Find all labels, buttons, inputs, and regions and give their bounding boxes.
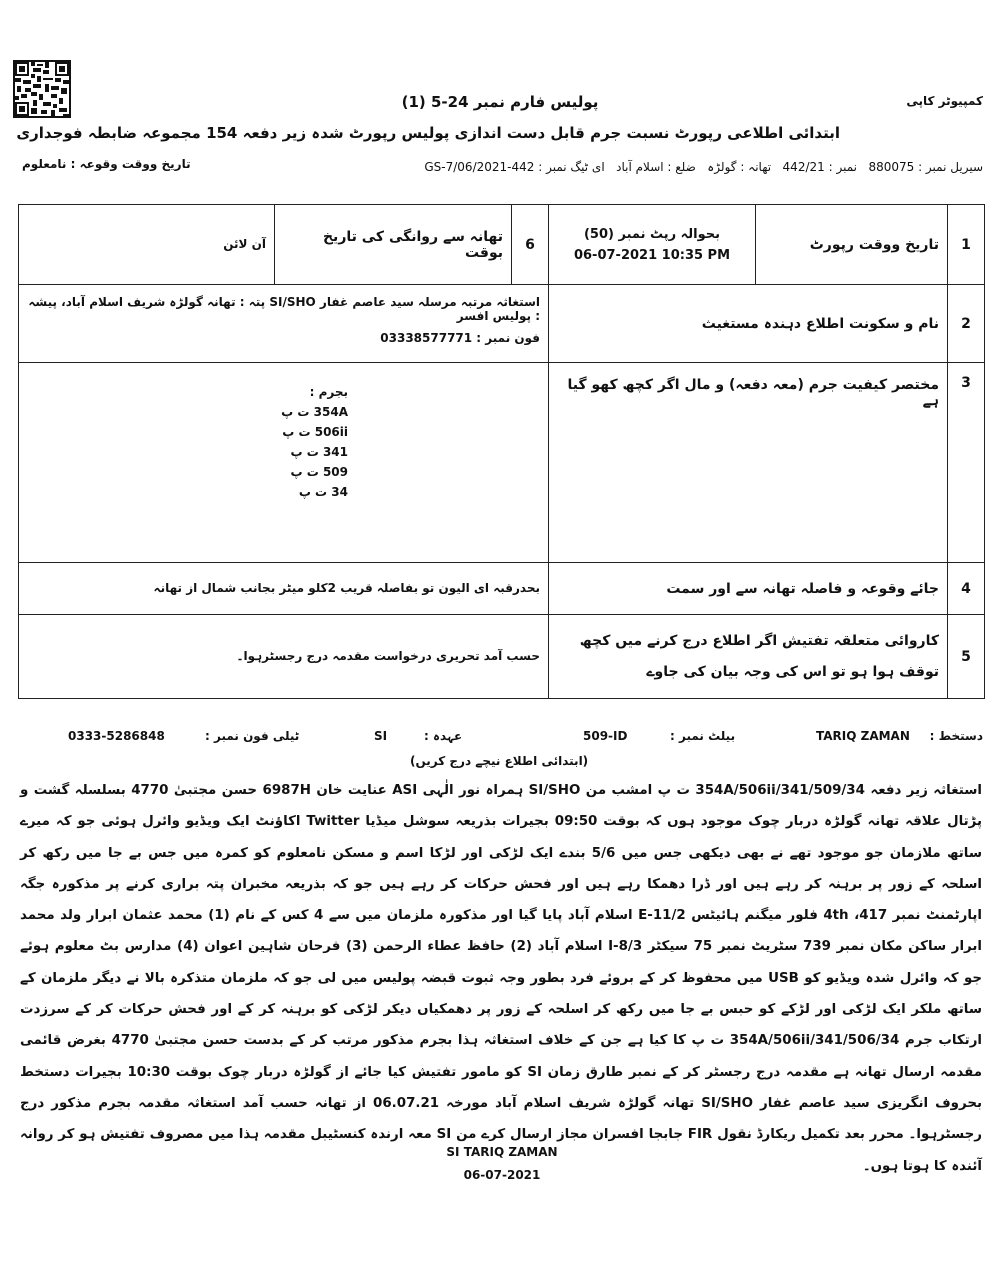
location-cell xyxy=(19,563,549,615)
crimes-title: بجرم : xyxy=(309,385,348,399)
phone-value: 0333-5286848 xyxy=(68,729,165,743)
fir-table xyxy=(18,204,985,699)
narrative-text: استغاثہ زیر دفعہ 354A/506ii/341/509/34 ت پ امشب من SI/SHO ہمراہ نور الٰہی ASI عنایت خان 6987H حسن مجتبیٰ 4770 بسلسلہ گشت و پڑتال علاقہ تھانہ گولڑہ دربار چوک موجود ہوں کہ بوقت 09:50 بجیرات بذریعہ سوشل میڈیا Twitter اکاؤنٹ ایک ویڈیو وائرل ہوئی جو کہ میرے ساتھ ملازمان جو موجود تھے نے بھی دیکھی جس میں 5/6 بندے ایک لڑکی اور لڑکا اسم و مسکن نامعلوم کو کمرہ میں جس بے جا میں رکھ کر اسلحہ کے زور پر برہنہ کر رہے ہیں اور ڈرا دھمکا رہے ہیں اور فحش حرکات کر رہے ہیں جو کہ بذریعہ مخبران پتہ براری کرنے پر مذکورہ جگہ اپارٹمنٹ نمبر 417، 4th فلور میگنم ہائیٹس E-11/2 اسلام آباد پایا گیا اور مذکورہ ملزمان میں سے 4 کس کے نام (1) محمد عثمان ابرار ولد محمد ابرار ساکن مکان نمبر 739 سٹریٹ نمبر 75 سیکٹر I-8/3 اسلام آباد (2) حافظ عطاء الرحمن (3) فرحان شاہین اعوان (4) مدارس بٹ معلوم ہوئے جو کہ وائرل شدہ ویڈیو کو USB میں محفوظ کر کے بروئے فرد بطور وجہ ثبوت قبضہ پولیس میں لی جو کہ ملزمان متذکرہ بالا نے دیگر ملزمان کے ساتھ ملکر ایک لڑکی اور لڑکے کو حبس بے جا میں رکھ کر اسلحہ کے زور پر دھمکیاں دیکر لڑکی کو برہنہ کر کے اور فحش حرکات کر کے سرزدت ارتکاب جرم 354A/506ii/341/506/34 ت پ کا کیا ہے جن کے خلاف استغاثہ ہذا بجرم مذکور مرتب کر کے بدست حسن مجتبیٰ 4770 بغرض قائمی مقدمہ ارسال تھانہ ہے مقدمہ درج رجسٹر کر کے نمبر طارق زمان SI کو مامور تفتیش کیا جائے از گولڑہ دربار چوک بوقت 10:30 بجیرات دستخط بحروف انگریزی سید عاصم غفار SI/SHO تھانہ گولڑہ شریف اسلام آباد مورخہ 06.07.21 از تھانہ حسب آمد استغاثہ مقدمہ بجرم مذکور درج رجسٹرہوا۔ محرر بعد تکمیل ریکارڈ نقول FIR جابجا افسران مجاز ارسال کرے من SI معہ ارندہ کنسٹیبل مقدمہ ہذا میں مصروف تفتیش ہو کر روانہ آئندہ کا ہوتا ہوں۔ xyxy=(20,783,983,1174)
crime-item: 509 ت پ xyxy=(290,465,348,479)
report-datetime: 06-07-2021 10:35 PM xyxy=(573,247,731,263)
etag-value: GS-7/06/2021-442 xyxy=(424,160,535,174)
location-label: جائے وقوعہ و فاصلہ تھانہ سے اور سمت xyxy=(666,580,939,597)
computer-copy-label: کمپیوٹر کاپی xyxy=(906,94,983,108)
thana-label: تھانہ : xyxy=(740,160,772,174)
serial-number: 880075 xyxy=(868,160,915,174)
complainant-phone: فون نمبر : 03338577771 xyxy=(380,331,540,345)
complainant-details: استغاثہ مرتبہ مرسلہ سید عاصم غفار SI/SHO پتہ : تھانہ گولڑہ شریف اسلام آباد، پیشہ : پولیس افسر xyxy=(28,295,540,323)
table-row xyxy=(19,563,985,615)
table-row xyxy=(19,205,985,285)
qr-code xyxy=(13,60,71,118)
crime-summary-label: مختصر کیفیت جرم (معہ دفعہ) و مال اگر کچھ کھو گیا ہے xyxy=(567,377,939,409)
row-label xyxy=(549,563,948,615)
row-label xyxy=(756,205,948,285)
row-number: 4 xyxy=(948,563,985,615)
row-label xyxy=(549,615,948,699)
complainant-label: نام و سکونت اطلاع دہندہ مستغیث xyxy=(701,315,939,332)
departure-label-cell xyxy=(275,205,512,285)
investigation-cell xyxy=(19,615,549,699)
belt-number: 509-ID xyxy=(583,729,628,743)
thana-value: گولڑہ xyxy=(707,160,737,174)
departure-value: آن لائن xyxy=(223,237,266,251)
fir-label: نمبر : xyxy=(828,160,857,174)
report-reference: بحوالہ رپٹ نمبر (50) xyxy=(583,226,721,242)
form-subtitle: ابتدائی اطلاعی رپورٹ نسبت جرم قابل دست اندازی پولیس رپورٹ شدہ زیر دفعہ 154 مجموعہ ضابطہ فوجداری xyxy=(16,124,840,142)
crime-item: 34 ت پ xyxy=(298,485,348,499)
investigation-value: حسب آمد تحریری درخواست مقدمہ درج رجسٹرہوا۔ xyxy=(236,649,540,663)
serial-label: سیریل نمبر : xyxy=(918,160,983,174)
report-datetime-label: تاریخ ووقت رپورٹ xyxy=(809,236,939,253)
departure-label: تھانہ سے روانگی کی تاریخ بوقت xyxy=(322,228,503,261)
rank-label: عہدہ : xyxy=(424,729,463,743)
table-row xyxy=(19,615,985,699)
row-number: 2 xyxy=(948,285,985,363)
occurrence-value: نامعلوم xyxy=(22,157,67,171)
form-number: پولیس فارم نمبر 24-5 (1) xyxy=(401,93,599,111)
district-label: ضلع : xyxy=(667,160,696,174)
row-number: 3 xyxy=(948,363,985,563)
etag-label: ای ٹیگ نمبر : xyxy=(538,160,605,174)
departure-value-cell xyxy=(19,205,275,285)
footer-officer: SI TARIQ ZAMAN xyxy=(446,1145,558,1159)
report-datetime-cell xyxy=(549,205,756,285)
crime-item: 354A ت پ xyxy=(281,405,348,419)
location-value: بحدرقبہ ای الیون تو بفاصلہ قریب 2کلو میٹر بجانب شمال از تھانہ xyxy=(153,581,540,595)
row-label xyxy=(549,285,948,363)
belt-label: بیلٹ نمبر : xyxy=(670,729,736,743)
crime-list-cell xyxy=(19,363,549,563)
fir-narrative xyxy=(20,775,982,1182)
footer-date: 06-07-2021 xyxy=(463,1168,541,1182)
row-number: 5 xyxy=(948,615,985,699)
row-label xyxy=(549,363,948,563)
table-row xyxy=(19,285,985,363)
phone-label: ٹیلی فون نمبر : xyxy=(205,729,300,743)
crime-item: 341 ت پ xyxy=(290,445,348,459)
fir-number: 442/21 xyxy=(782,160,825,174)
meta-line xyxy=(424,160,983,174)
investigation-label: کاروائی متعلقہ تفتیش اگر اطلاع درج کرنے میں کچھ توقف ہوا ہو تو اس کی وجہ بیان کی جاوے xyxy=(579,632,939,680)
entry-note: (ابتدائی اطلاع نیچے درج کریں) xyxy=(410,754,589,768)
rank-value: SI xyxy=(374,729,388,743)
row-number: 6 xyxy=(512,205,549,285)
district-value: اسلام آباد xyxy=(616,160,664,174)
table-row xyxy=(19,363,985,563)
row-number: 1 xyxy=(948,205,985,285)
sign-label: دستخط : xyxy=(929,729,983,743)
occurrence-label: تاریخ ووقت وقوعہ : xyxy=(70,157,191,171)
complainant-cell xyxy=(19,285,549,363)
officer-name: TARIQ ZAMAN xyxy=(816,729,910,743)
occurrence-line xyxy=(22,157,191,171)
crime-item: 506ii ت پ xyxy=(282,425,348,439)
